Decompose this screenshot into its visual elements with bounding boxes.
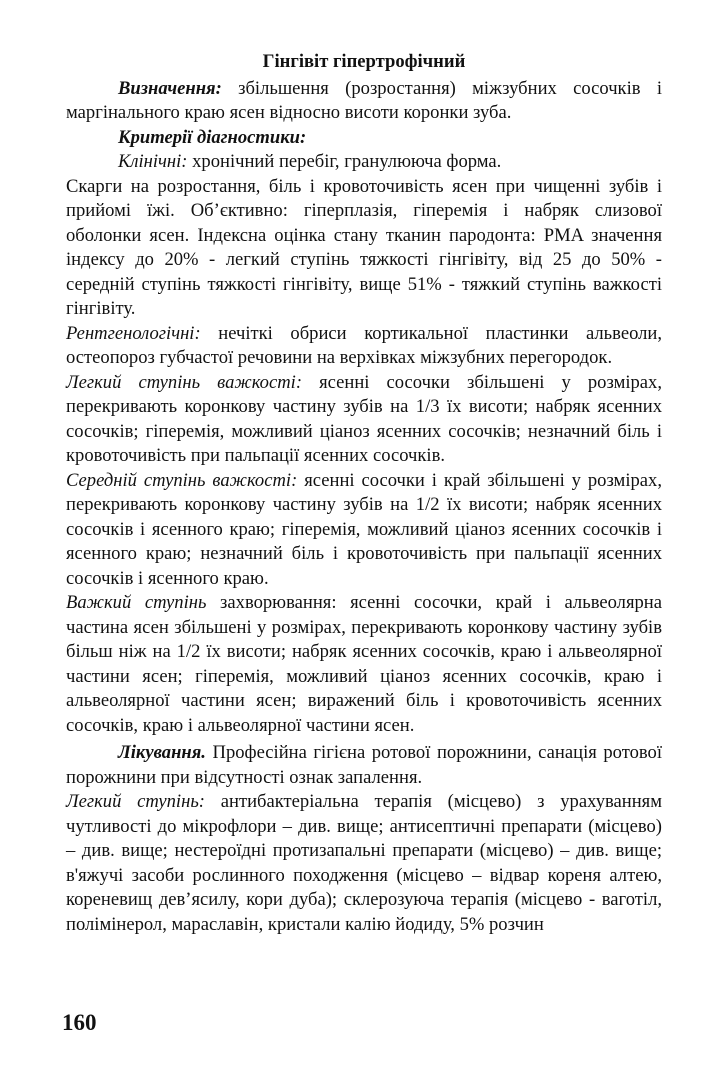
moderate-degree-text: ясенні сосочки і край збільшені у розмірах, перекривають коронкову частину зубів на 1/2 їх висоти; набряк ясенних сосочків і ясенного краю; гіперемія, можливий ціаноз ясенних сосочків і ясенного краю; незначний біль і кровоточивість при пальпації ясенних сосочків і ясенного краю. bbox=[66, 469, 662, 589]
radiological-label: Рентгенологічні: bbox=[66, 322, 201, 344]
treatment-mild-paragraph bbox=[66, 790, 662, 937]
treatment-mild-label: Легкий ступінь: bbox=[66, 791, 205, 812]
mild-degree-paragraph bbox=[66, 371, 662, 469]
radiological-text: нечіткі обриси кортикальної пластинки альвеоли, остеопороз губчастої речовини на верхівках міжзубних перегородок. bbox=[66, 322, 663, 368]
treatment-mild-text: антибактеріальна терапія (місцево) з урахуванням чутливості до мікрофлори – див. вище; антисептичні препарати (місцево) – див. вище; нестероїдні протизапальні препарати (місцево) – див. вище; в'яжучі засоби рослинного походження (місцево – відвар кореня алтею, кореневищ дев’ясилу, кори дуба); склерозуюча терапія (місцево - ваготіл, полімінерол, мараславін, кристали калію йодиду, 5% розчин bbox=[66, 791, 662, 935]
severe-degree-paragraph bbox=[66, 591, 662, 738]
complaints-paragraph: Скарги на розростання, біль і кровоточивість ясен при чищенні зубів і прийомі їжі. Об’єктивно: гіперплазія, гіперемія і набряк слизової оболонки ясен. Індексна оцінка стану тканин пародонта: PMA значення індексу до 20% - легкий ступінь тяжкості гінгівіту, від 25 до 50% - середній ступінь тяжкості гінгівіту, вище 51% - тяжкий ступінь важкості гінгівіту. bbox=[66, 175, 662, 319]
definition-label: Визначення: bbox=[118, 77, 222, 99]
severe-degree-text: захворювання: ясенні сосочки, край і альвеолярна частина ясен збільшені у розмірах, перекривають коронкову частину зубів більш ніж на 1/2 їх висоти; набряк ясенних сосочків, краю і альвеолярної частини ясен; гіперемія, можливий ціаноз ясенних сосочків, краю і альвеолярної частини ясен; виражений біль і кровоточивість ясенних сосочків, краю і альвеолярної частини ясен. bbox=[66, 592, 663, 736]
moderate-degree-label: Середній ступінь важкості: bbox=[66, 469, 298, 491]
moderate-degree-paragraph bbox=[66, 469, 662, 592]
document-page bbox=[66, 50, 662, 937]
radiological-paragraph bbox=[66, 322, 662, 371]
definition-text: збільшення (розростання) міжзубних сосочків і маргінального краю ясен відносно висоти коронки зуба. bbox=[66, 77, 662, 123]
severe-degree-label: Важкий ступінь bbox=[66, 592, 207, 613]
treatment-label: Лікування. bbox=[118, 742, 206, 763]
mild-degree-text: ясенні сосочки збільшені у розмірах, перекривають коронкову частину зубів на 1/3 їх висоти; набряк ясенних сосочків; гіперемія, можливий ціаноз ясенних сосочків; незначний біль і кровоточивість при пальпації ясенних сосочків. bbox=[66, 371, 662, 466]
section-title: Гінгівіт гіпертрофічний bbox=[262, 51, 466, 72]
mild-degree-label: Легкий ступінь важкості: bbox=[66, 371, 303, 393]
clinical-label: Клінічні: bbox=[118, 151, 188, 172]
treatment-paragraph bbox=[66, 741, 662, 790]
criteria-heading-paragraph bbox=[66, 126, 662, 151]
definition-paragraph bbox=[66, 77, 662, 126]
clinical-text: хронічний перебіг, гранулююча форма. bbox=[192, 151, 502, 172]
treatment-text: Професійна гігієна ротової порожнини, санація ротової порожнини при відсутності ознак запалення. bbox=[66, 742, 662, 788]
clinical-paragraph bbox=[66, 150, 662, 175]
criteria-heading: Критерії діагностики: bbox=[118, 126, 307, 148]
page-number: 160 bbox=[62, 1010, 97, 1035]
